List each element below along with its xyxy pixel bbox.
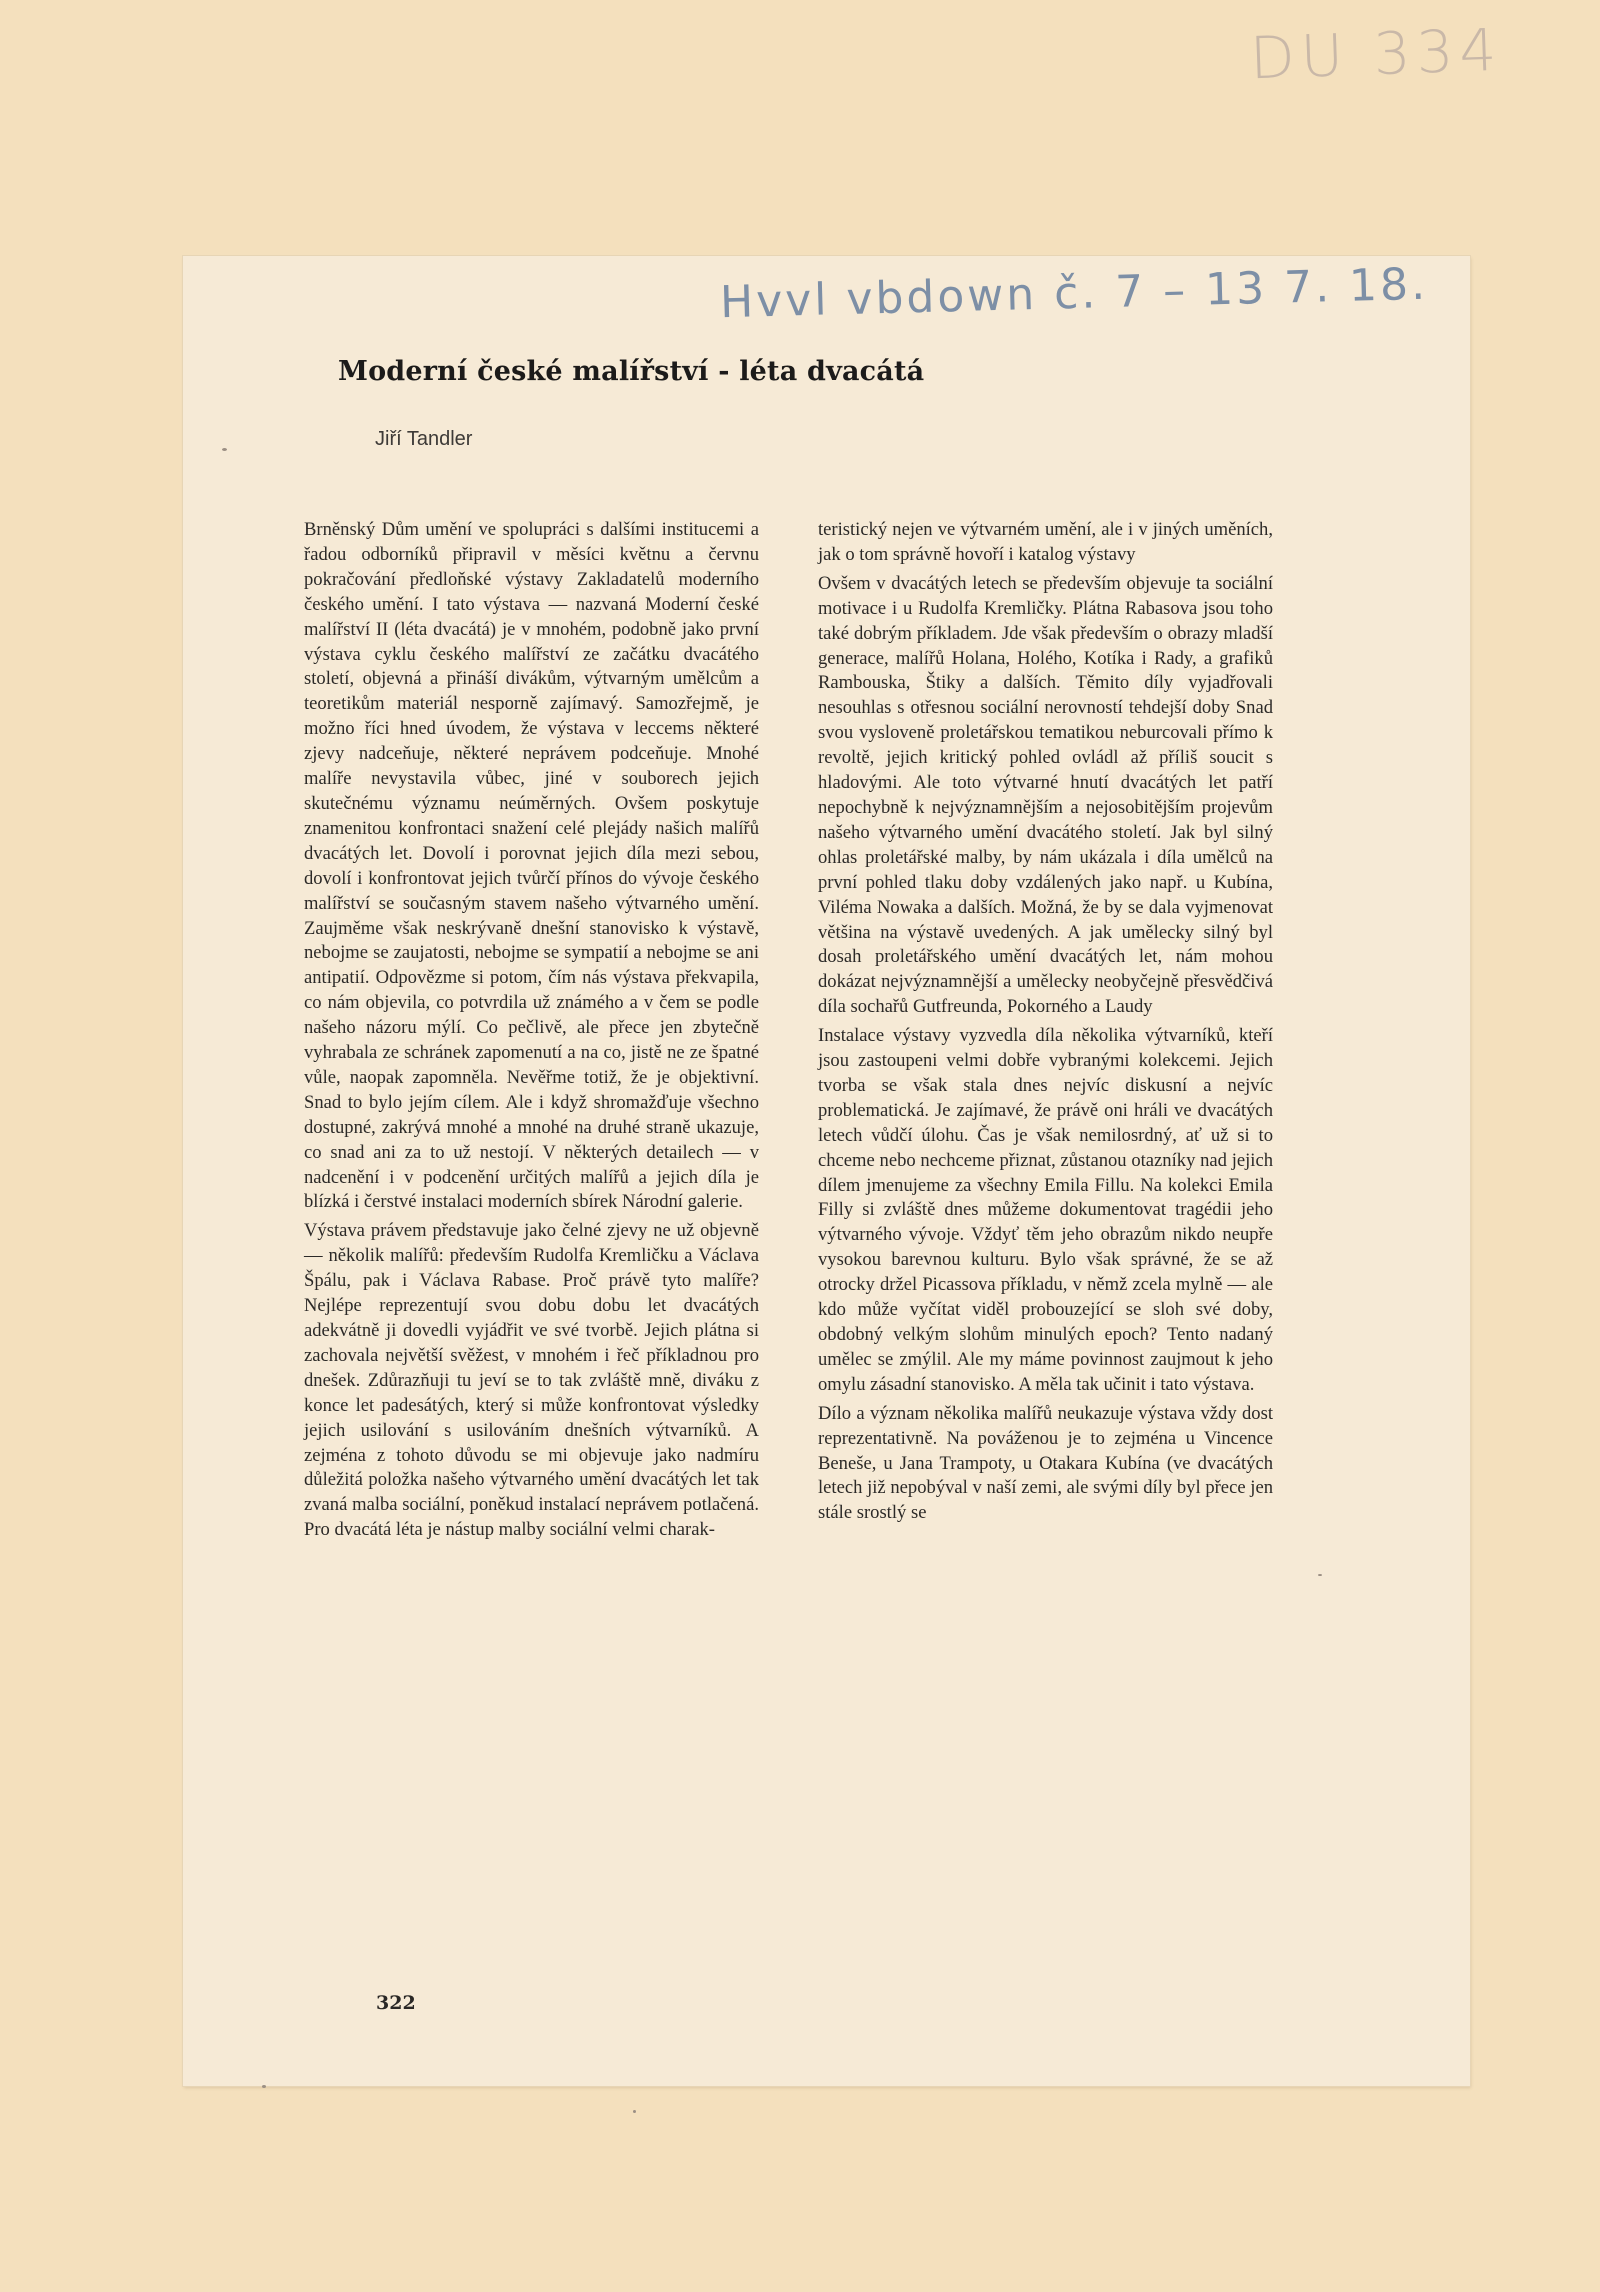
paper-speck (262, 2085, 266, 2088)
paragraph: Výstava právem představuje jako čelné zjevy ne už objevně — několik malířů: především Rudolfa Kremličku a Václava Špálu, pak i Václava Rabase. Proč právě tyto malíře? Nejlépe reprezentují svou dobu dobu let dvacátých adekvátně ji dovedli vyjádřit ve své tvorbě. Jejich plátna si zachovala největší svěžest, v mnohém i řeč příkladnou pro dnešek. Zdůrazňuji tu jeví se to tak zvláště mně, diváku z konce let padesátých, který si může konfrontovat výsledky jejich usilování s usilováním dnešních výtvarníků. A zejména z tohoto důvodu se mi objevuje jako nadmíru důležitá položka našeho výtvarného umění dvacátých let tak zvaná malba sociální, poněkud instalací neprávem potlačená. Pro dvacátá léta je nástup malby sociální velmi charak- (304, 1220, 759, 1541)
page-number: 322 (376, 1992, 416, 2014)
paragraph: Brněnský Dům umění ve spolupráci s dalšími institucemi a řadou odborníků připravil v měsíci květnu a červnu pokračování předloňské výstavy Zakladatelů moderního českého umění. I tato výstava — nazvaná Moderní české malířství II (léta dvacátá) je v mnohém, podobně jako první výstava cyklu českého malířství ze začátku dvacátého století, objevná a přináší divákům, výtvarným umělcům a teoretikům materiál nesporně zajímavý. Samozřejmě, je možno říci hned úvodem, že výstava v leccems některé zjevy nadceňuje, některé neprávem podceňuje. Mnohé malíře nevystavila vůbec, jiné v souborech jejich skutečnému významu neúměrných. Ovšem poskytuje znamenitou konfrontaci snažení celé plejády našich malířů dvacátých let. Dovolí i porovnat jejich díla mezi sebou, dovolí i konfrontovat jejich tvůrčí přínos do vývoje českého malířství se současným stavem našeho výtvarného umění. Zaujměme však neskrývaně dnešní stanovisko k výstavě, nebojme se zaujatosti, nebojme se sympatií a nebojme se ani antipatií. Odpovězme si potom, čím nás výstava překvapila, co nám objevila, co potvrdila už známého a v čem se podle našeho názoru mýlí. Co pečlivě, ale přece jen zbytečně vyhrabala ze schránek zapomenutí a na co, jistě ne ze špatné vůle, naopak zapomněla. Nevěřme totiž, že je objektivní. Snad to bylo jejím cílem. Ale i když shromažďuje všechno dostupné, zakrývá mnohé a mnohé na druhé straně ukazuje, co snad ani za to už nestojí. V některých detailech — v nadcenění i v podcenění určitých malířů a jejich díla je blízká i čerstvé instalaci moderních sbírek Národní galerie. (304, 519, 759, 1213)
paper-speck (633, 2110, 636, 2113)
paper-speck (1318, 1574, 1322, 1576)
article-author: Jiří Tandler (375, 428, 473, 450)
paragraph: teristický nejen ve výtvarném umění, ale i v jiných uměních, jak o tom správně hovoří i katalog výstavy (818, 519, 1273, 565)
handwritten-source-note: Hvvl vbdown č. 7 – 13 7. 18. (719, 258, 1429, 329)
article-title: Moderní české malířství - léta dvacátá (338, 356, 925, 387)
archive-inventory-mark: DU 334 (1248, 15, 1504, 93)
article-column-left (304, 518, 759, 1547)
paragraph: Dílo a význam několika malířů neukazuje výstava vždy dost reprezentativně. Na pováženou je to zejména u Vincence Beneše, u Jana Trampoty, u Otakara Kubína (ve dvacátých letech již nepobýval v naší zemi, ale svými díly byl přece jen stále srostlý se (818, 1402, 1273, 1524)
paragraph: Ovšem v dvacátých letech se především objevuje ta sociální motivace i u Rudolfa Kremličky. Plátna Rabasova jsou toho také dobrým příkladem. Jde však především o obrazy mladší generace, malířů Holana, Holého, Kotíka i Rady, a grafiků Rambouska, Štiky a dalších. Těmito díly vyjadřovali nesouhlas s otřesnou sociální nerovností tehdejší doby Snad svou vysloveně proletářskou tematikou neburcovali přímo k revoltě, jejich kritický pohled ovládl až příliš soucit s hladovými. Ale toto výtvarné hnutí dvacátých let patří nepochybně k nejvýznamnějším a nejosobitějším projevům našeho výtvarného umění dvacátého století. Jak byl silný ohlas proletářské malby, by nám ukázala i díla umělců na první pohled tlaku doby vzdálených jako např. u Kubína, Viléma Nowaka a dalších. Možná, že by se dala vyjmenovat většina na výstavě uvedených. A jak umělecky silný byl dosah proletářského umění dvacátých let, nám mohou dokázat nejvýznamnější a umělecky neobyčejně přesvědčivá díla sochařů Gutfreunda, Pokorného a Laudy (818, 572, 1273, 1018)
paragraph: Instalace výstavy vyzvedla díla několika výtvarníků, kteří jsou zastoupeni velmi dobře vybranými kolekcemi. Jejich tvorba se však stala dnes nejvíc diskusní a nejvíc problematická. Je zajímavé, že právě oni hráli ve dvacátých letech vůdčí úlohu. Čas je však nemilosrdný, ať už si to chceme nebo nechceme přiznat, zůstanou otazníky nad jejich dílem jmenujeme za všechny Emila Fillu. Na kolekci Emila Filly si zvláště dnes můžeme dokumentovat tragédii jeho výtvarného vývoje. Vždyť těm jeho obrazům nikdo neupře vysokou barevnou kulturu. Bylo však správné, že se až otrocky držel Picassova příkladu, v němž zcela mylně — ale kdo může vyčítat viděl probouzející se sloh své doby, obdobný velkým slohům minulých epoch? Tento nadaný umělec se zmýlil. Ale my máme povinnost zaujmout k jeho omylu zásadní stanovisko. A měla tak učinit i tato výstava. (818, 1025, 1273, 1395)
article-column-right (818, 518, 1273, 1530)
paper-speck (222, 448, 227, 451)
